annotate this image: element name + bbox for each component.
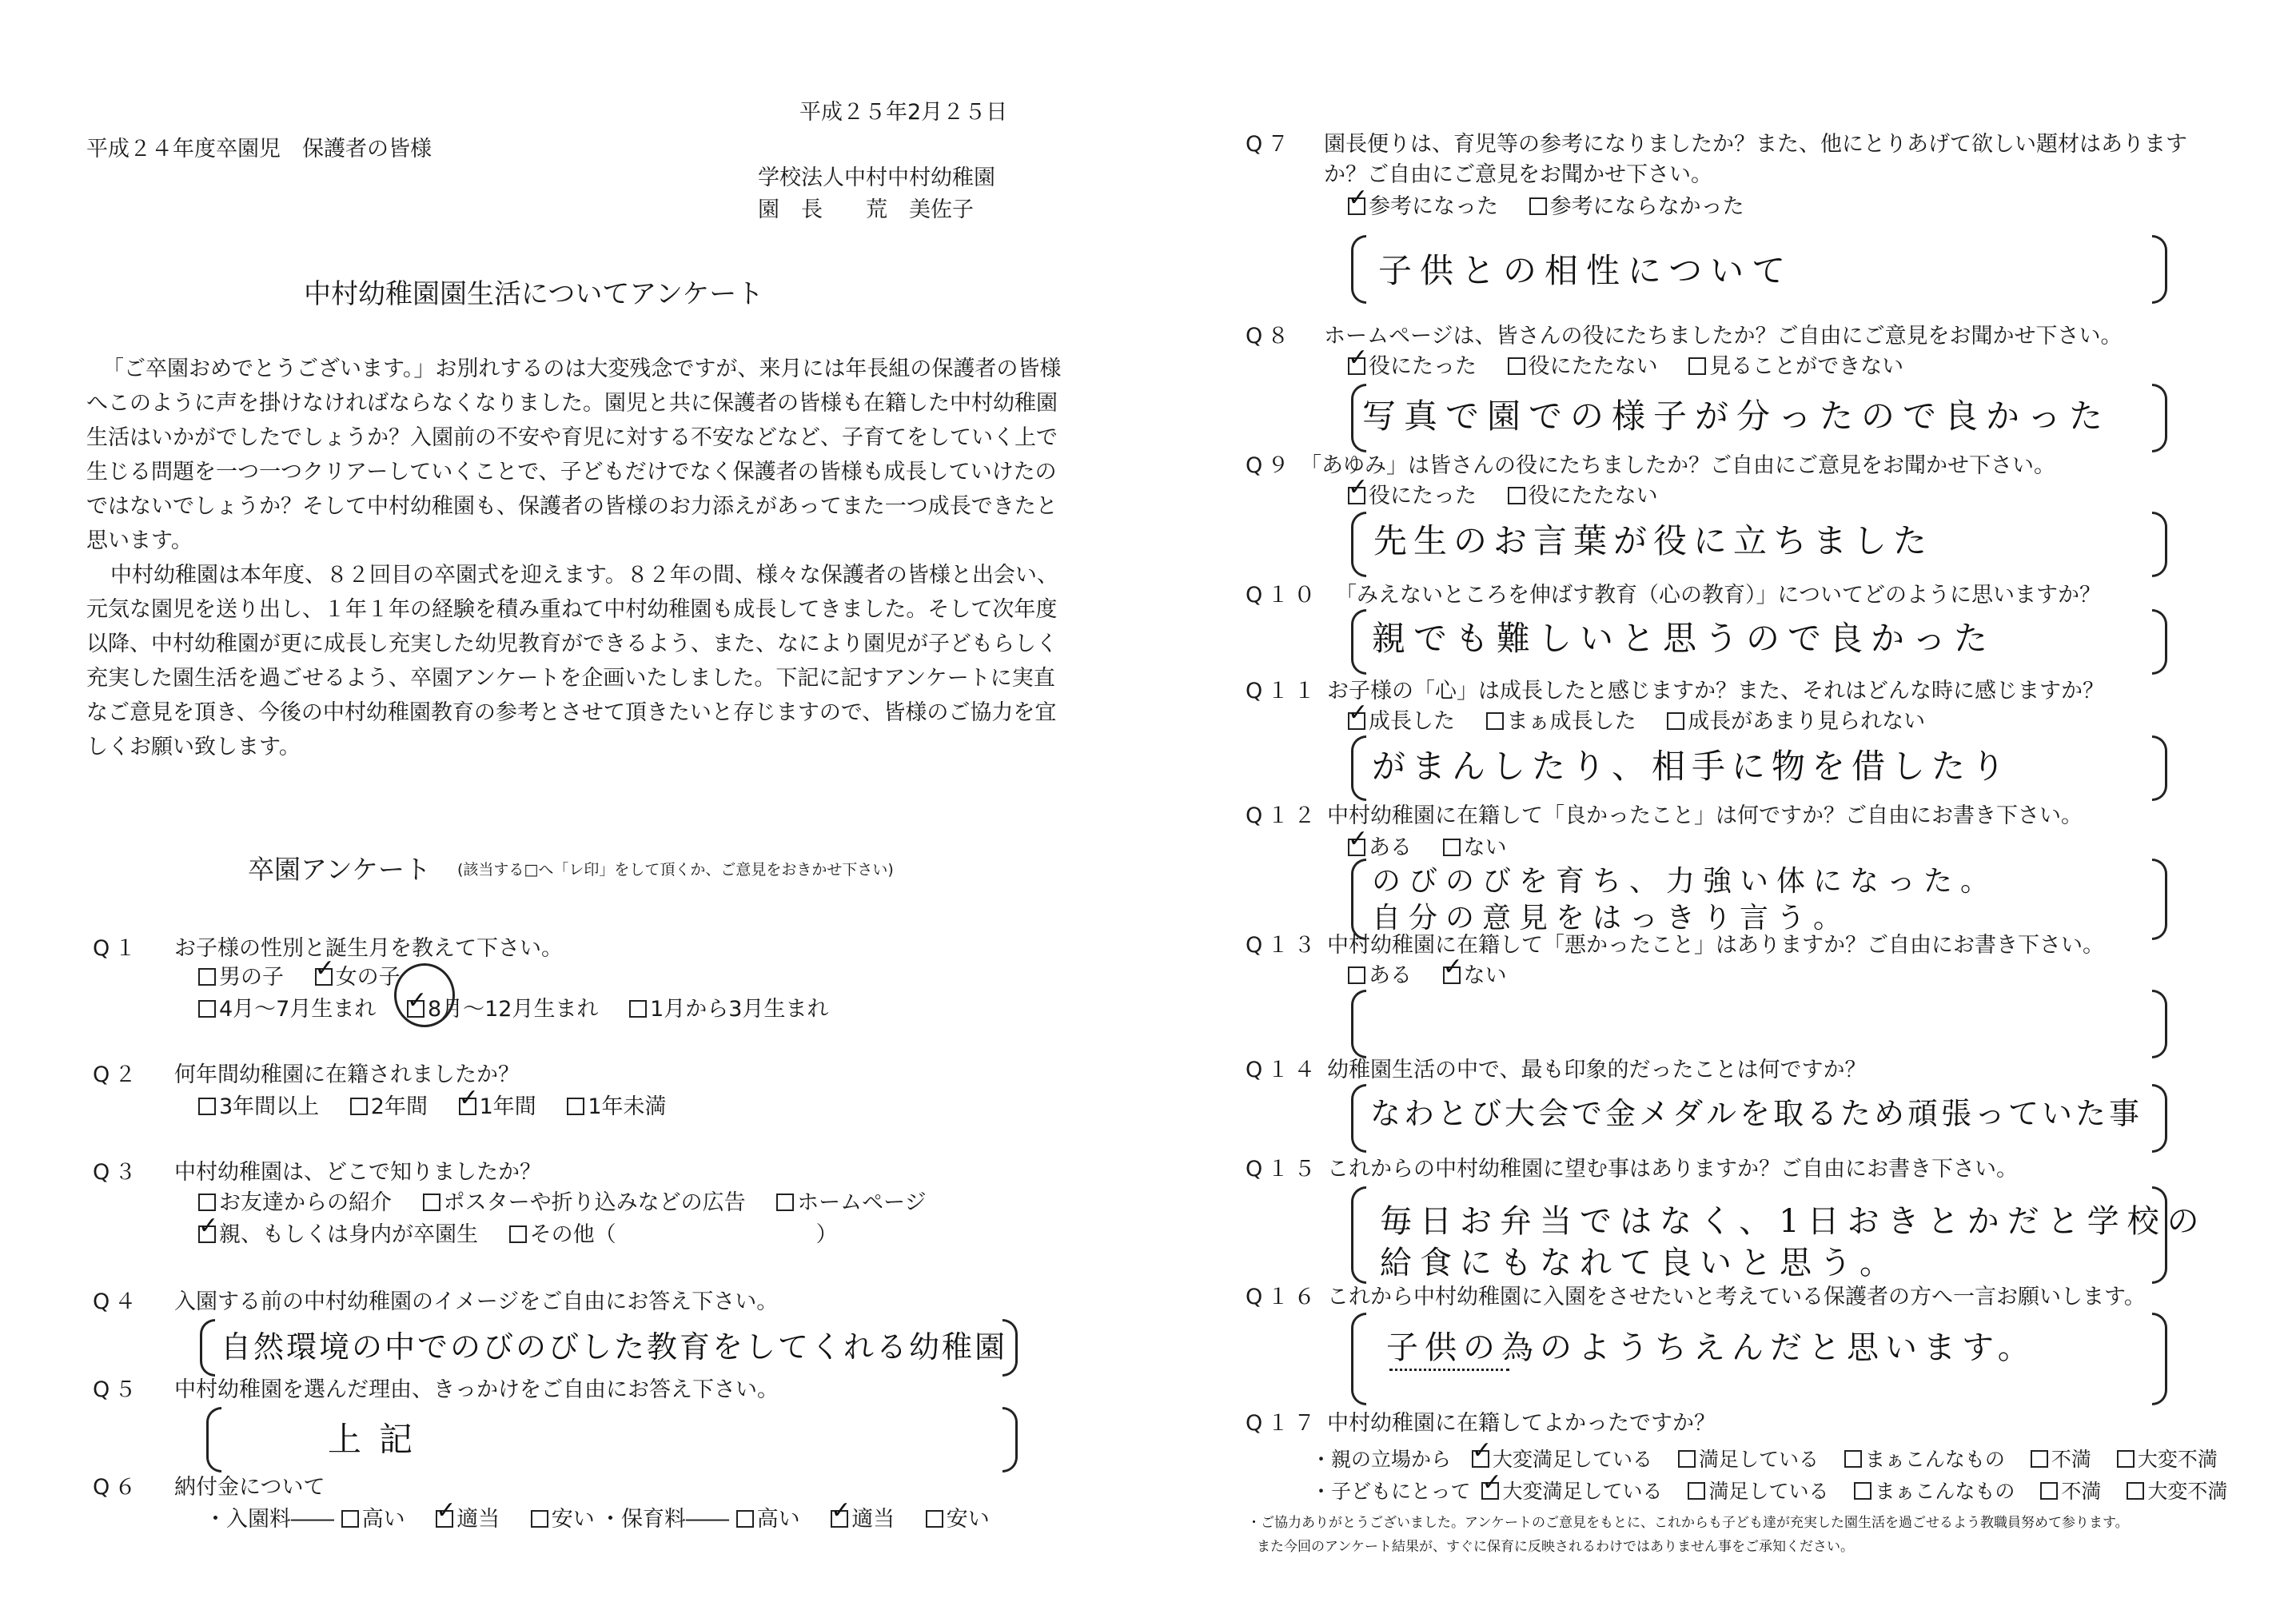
survey-title: 卒園アンケート bbox=[248, 854, 432, 885]
q3-homepage-checkbox[interactable] bbox=[776, 1194, 794, 1211]
q17-child-so-so-checkbox[interactable] bbox=[1854, 1482, 1871, 1500]
q3-alumni-checkbox[interactable] bbox=[198, 1225, 216, 1243]
q6-entrance-high-checkbox[interactable] bbox=[341, 1510, 359, 1528]
q17-parent-satisfied-checkbox[interactable] bbox=[1678, 1450, 1696, 1468]
q17-child-very-satisfied-label: 大変満足している bbox=[1502, 1480, 1663, 1503]
q13-answer-area[interactable] bbox=[1372, 993, 2139, 1050]
q8-not-helpful-label: 役にたたない bbox=[1528, 354, 1658, 379]
q16-handwritten-answer[interactable]: 子供の為のようちえんだと思います。 bbox=[1386, 1329, 2036, 1366]
q16-bracket-right bbox=[2152, 1313, 2167, 1405]
q16-text: これから中村幼稚園に入園をさせたいと考えている保護者の方へ一言お願いします。 bbox=[1327, 1285, 2146, 1309]
q3-options-row1 bbox=[198, 1190, 951, 1217]
underline-mark bbox=[1389, 1362, 1509, 1371]
q7-not-helpful-checkbox[interactable] bbox=[1529, 197, 1547, 215]
q2-2years-label: 2年間 bbox=[370, 1094, 428, 1119]
q13-text: 中村幼稚園に在籍して「悪かったこと」はありますか？ご自由にお書き下さい。 bbox=[1327, 933, 2104, 958]
q12-text: 中村幼稚園に在籍して「良かったこと」は何ですか？ご自由にお書き下さい。 bbox=[1327, 803, 2083, 828]
q11-somewhat-label: まぁ成長した bbox=[1506, 709, 1636, 734]
intro-paragraph-2: 中村幼稚園は本年度、８２回目の卒園式を迎えます。８２年の間、様々な保護者の皆様と出会い、元気な園児を送り出し、１年１年の経験を積み重ねて中村幼稚園も成長してきました。そして次年度以降、中村幼稚園が更に成長し充実した幼児教育ができるよう、また、なにより園児が子どもらしく充実した園生活を過ごせるよう、卒園アンケートを企画いたしました。下記に記すアンケートに実直なご意見を頂き、今後の中村幼稚園教育の参考とさせて頂きたいと存じますので、皆様のご協力を宜しくお願い致します。 bbox=[86, 563, 1058, 759]
q2-text: 何年間幼稚園に在籍されましたか？ bbox=[174, 1062, 520, 1087]
q1-female-checkbox[interactable] bbox=[315, 968, 333, 986]
q7-text-line1: 園長便りは、育児等の参考になりましたか？また、他にとりあげて欲しい題材はあります bbox=[1324, 132, 2187, 157]
principal: 園 長 荒 美佐子 bbox=[758, 197, 974, 222]
q8-number: Q８ bbox=[1246, 324, 1294, 349]
q17-parent-so-so-label: まぁこんなもの bbox=[1864, 1448, 2005, 1471]
q10-number: Q１０ bbox=[1246, 583, 1321, 608]
footer-note-line1: ・ご協力ありがとうございました。アンケートのご意見をもとに、これからも子ども達が充実した園生活を過ごせるよう教職員努めて参ります。 bbox=[1247, 1515, 2129, 1531]
q2-2years-checkbox[interactable] bbox=[350, 1098, 368, 1115]
q11-not-much-label: 成長があまり見られない bbox=[1688, 709, 1926, 734]
q3-homepage-label: ホームページ bbox=[797, 1190, 927, 1215]
q14-number: Q１４ bbox=[1246, 1058, 1321, 1082]
q17-child-very-satisfied-checkbox[interactable] bbox=[1481, 1482, 1499, 1500]
q17-parent-so-so-checkbox[interactable] bbox=[1844, 1450, 1862, 1468]
q14-text: 幼稚園生活の中で、最も印象的だったことは何ですか？ bbox=[1327, 1058, 1867, 1082]
q7-number: Q７ bbox=[1246, 132, 1294, 157]
q8-cannot-view-checkbox[interactable] bbox=[1688, 357, 1706, 375]
q3-friend-checkbox[interactable] bbox=[198, 1194, 216, 1211]
q2-number: Q２ bbox=[93, 1062, 142, 1087]
q12-yes-checkbox[interactable] bbox=[1348, 839, 1365, 856]
q3-options-row2 bbox=[198, 1221, 838, 1249]
q12-bracket-left bbox=[1351, 859, 1366, 940]
q13-yes-checkbox[interactable] bbox=[1348, 966, 1365, 984]
q2-3years-checkbox[interactable] bbox=[198, 1098, 216, 1115]
q1-text: お子様の性別と誕生月を教えて下さい。 bbox=[174, 936, 563, 961]
q17-child-dissatisfied-label: 不満 bbox=[2061, 1480, 2102, 1503]
q9-bracket-right bbox=[2152, 512, 2167, 577]
q17-parent-very-dissatisfied-label: 大変不満 bbox=[2137, 1448, 2218, 1471]
page-title: 中村幼稚園園生活についてアンケート bbox=[304, 278, 764, 310]
q1-female-label: 女の子 bbox=[335, 965, 401, 990]
q8-bracket-right bbox=[2152, 384, 2167, 452]
q17-parent-satisfied-label: 満足している bbox=[1698, 1448, 1819, 1471]
q11-not-much-checkbox[interactable] bbox=[1667, 712, 1684, 730]
q15-handwritten-answer-line1[interactable]: 毎日お弁当ではなく、1日おきとかだと学校の bbox=[1380, 1203, 2207, 1240]
q8-helpful-checkbox[interactable] bbox=[1348, 357, 1365, 375]
q6-tuition-fair-checkbox[interactable] bbox=[831, 1510, 848, 1528]
q6-tuition-low-checkbox[interactable] bbox=[926, 1510, 943, 1528]
q6-entrance-high-label: 高い bbox=[361, 1507, 405, 1532]
q5-bracket-left bbox=[206, 1407, 221, 1473]
q13-yes-label: ある bbox=[1369, 963, 1412, 988]
q3-other-checkbox[interactable] bbox=[509, 1225, 527, 1243]
q11-text: お子様の「心」は成長したと感じますか？また、それはどんな時に感じますか？ bbox=[1327, 679, 2104, 703]
q14-bracket-left bbox=[1351, 1084, 1366, 1153]
q4-bracket-left bbox=[200, 1319, 215, 1377]
q7-helpful-label: 参考になった bbox=[1369, 194, 1498, 219]
q2-under1-label: 1年未満 bbox=[588, 1094, 667, 1119]
q17-child-very-dissatisfied-checkbox[interactable] bbox=[2127, 1482, 2144, 1500]
q7-text-line2: か？ご自由にご意見をお聞かせ下さい。 bbox=[1324, 162, 1712, 187]
q17-parent-very-satisfied-label: 大変満足している bbox=[1492, 1448, 1652, 1471]
q9-number: Q９ bbox=[1246, 453, 1294, 478]
q11-handwritten-answer[interactable]: がまんしたり、相手に物を借したり bbox=[1372, 747, 2012, 786]
q11-bracket-left bbox=[1351, 735, 1366, 801]
q12-yes-label: ある bbox=[1369, 835, 1412, 860]
q1-options-row1 bbox=[198, 964, 425, 991]
q5-number: Q５ bbox=[93, 1377, 142, 1402]
q6-entrance-low-label: 安い bbox=[551, 1507, 595, 1532]
q3-number: Q３ bbox=[93, 1160, 142, 1185]
q11-number: Q１１ bbox=[1246, 679, 1321, 703]
q16-number: Q１６ bbox=[1246, 1285, 1321, 1309]
q5-text: 中村幼稚園を選んだ理由、きっかけをご自由にお答え下さい。 bbox=[174, 1377, 779, 1402]
q9-helpful-label: 役にたった bbox=[1369, 484, 1477, 508]
q7-bracket-right bbox=[2152, 235, 2167, 304]
q17-parent-label: ・親の立場から bbox=[1311, 1448, 1452, 1471]
q15-number: Q１５ bbox=[1246, 1157, 1321, 1182]
q17-parent-very-dissatisfied-checkbox[interactable] bbox=[2117, 1450, 2135, 1468]
q6-entrance-fair-label: 適当 bbox=[456, 1507, 500, 1532]
q7-bracket-left bbox=[1351, 235, 1366, 304]
q14-bracket-right bbox=[2152, 1084, 2167, 1153]
q8-options bbox=[1348, 353, 1927, 381]
q3-alumni-label: 親、もしくは身内が卒園生 bbox=[219, 1222, 478, 1247]
q1-options-row2 bbox=[198, 996, 852, 1023]
q8-text: ホームページは、皆さんの役にたちましたか？ご自由にご意見をお聞かせ下さい。 bbox=[1324, 324, 2123, 349]
q6-tuition-label: ・保育料―― bbox=[600, 1507, 729, 1532]
q10-bracket-right bbox=[2152, 609, 2167, 675]
q15-bracket-left bbox=[1351, 1186, 1366, 1284]
q10-bracket-left bbox=[1351, 609, 1366, 675]
q1-jan-mar-checkbox[interactable] bbox=[629, 1000, 647, 1018]
q6-tuition-high-label: 高い bbox=[756, 1507, 800, 1532]
q4-number: Q４ bbox=[93, 1289, 142, 1314]
q1-number: Q１ bbox=[93, 936, 142, 961]
q1-aug-dec-label: 8月～12月生まれ bbox=[427, 997, 599, 1022]
q4-text: 入園する前の中村幼稚園のイメージをご自由にお答え下さい。 bbox=[174, 1289, 779, 1314]
q1-apr-jul-label: 4月～7月生まれ bbox=[219, 997, 377, 1022]
q9-handwritten-answer[interactable]: 先生のお言葉が役に立ちました bbox=[1373, 521, 1934, 560]
q11-grew-label: 成長した bbox=[1369, 709, 1455, 734]
q12-no-label: ない bbox=[1463, 835, 1507, 860]
q7-options bbox=[1348, 193, 1768, 221]
q7-helpful-checkbox[interactable] bbox=[1348, 197, 1365, 215]
intro-paragraph-1: 「ご卒園おめでとうございます。」お別れするのは大変残念ですが、来月には年長組の保護者の皆様へこのように声を掛けなければならなくなりました。園児と共に保護者の皆様も在籍した中村幼稚園生活はいかがでしたでしょうか？入園前の不安や育児に対する不安などなど、子育てをしていく上で生じる問題を一つ一つクリアーしていくことで、子どもだけでなく保護者の皆様も成長していけたのではないでしょうか？そして中村幼稚園も、保護者の皆様のお力添えがあってまた一つ成長できたと思います。 bbox=[86, 357, 1062, 553]
q17-child-label: ・子どもにとって bbox=[1311, 1480, 1471, 1503]
q7-handwritten-answer[interactable]: 子供との相性について bbox=[1378, 251, 1794, 290]
q8-cannot-view-label: 見ることができない bbox=[1709, 354, 1904, 379]
q17-child-dissatisfied-checkbox[interactable] bbox=[2040, 1482, 2058, 1500]
q17-parent-dissatisfied-label: 不満 bbox=[2051, 1448, 2091, 1471]
q7-not-helpful-label: 参考にならなかった bbox=[1549, 194, 1744, 219]
q2-under1-checkbox[interactable] bbox=[567, 1098, 584, 1115]
q2-options bbox=[198, 1094, 691, 1121]
q6-entrance-fee-row bbox=[205, 1506, 619, 1533]
q12-options bbox=[1348, 835, 1531, 862]
q1-jan-mar-label: 1月から3月生まれ bbox=[650, 997, 829, 1022]
q1-apr-jul-checkbox[interactable] bbox=[198, 1000, 216, 1018]
q6-entrance-label: ・入園料―― bbox=[205, 1507, 334, 1532]
q17-child-satisfied-checkbox[interactable] bbox=[1688, 1482, 1705, 1500]
q1-male-label: 男の子 bbox=[219, 965, 284, 990]
q3-other-close: ） bbox=[815, 1222, 838, 1247]
q9-options bbox=[1348, 483, 1682, 510]
q13-no-checkbox[interactable] bbox=[1443, 966, 1461, 984]
q9-not-helpful-label: 役にたたない bbox=[1528, 484, 1658, 508]
q11-grew-checkbox[interactable] bbox=[1348, 712, 1365, 730]
q17-number: Q１７ bbox=[1246, 1411, 1321, 1436]
q17-text: 中村幼稚園に在籍してよかったですか？ bbox=[1327, 1411, 1716, 1436]
q17-child-row bbox=[1311, 1476, 2227, 1504]
q11-somewhat-checkbox[interactable] bbox=[1486, 712, 1504, 730]
q17-parent-row bbox=[1311, 1444, 2218, 1473]
q9-helpful-checkbox[interactable] bbox=[1348, 487, 1365, 504]
q1-male-checkbox[interactable] bbox=[198, 968, 216, 986]
q3-ad-checkbox[interactable] bbox=[423, 1194, 440, 1211]
q6-number: Q６ bbox=[93, 1475, 142, 1500]
q5-handwritten-answer[interactable]: 上記 bbox=[328, 1420, 431, 1459]
q6-text: 納付金について bbox=[174, 1475, 325, 1500]
q10-handwritten-answer[interactable]: 親でも難しいと思うので良かった bbox=[1372, 619, 1996, 658]
q9-text: 「あゆみ」は皆さんの役にたちましたか？ご自由にご意見をお聞かせ下さい。 bbox=[1300, 453, 2055, 478]
q9-not-helpful-checkbox[interactable] bbox=[1508, 487, 1525, 504]
q8-helpful-label: 役にたった bbox=[1369, 354, 1477, 379]
q15-text: これからの中村幼稚園に望む事はありますか？ご自由にお書き下さい。 bbox=[1327, 1157, 2018, 1182]
q6-entrance-fair-checkbox[interactable] bbox=[436, 1510, 453, 1528]
q3-friend-label: お友達からの紹介 bbox=[219, 1190, 392, 1215]
q2-1year-checkbox[interactable] bbox=[459, 1098, 476, 1115]
q2-1year-label: 1年間 bbox=[479, 1094, 536, 1119]
q10-text: 「みえないところを伸ばす教育（心の教育）」についてどのように思いますか？ bbox=[1335, 583, 2101, 608]
q17-parent-very-satisfied-checkbox[interactable] bbox=[1472, 1450, 1489, 1468]
q3-text: 中村幼稚園は、どこで知りましたか？ bbox=[174, 1160, 541, 1185]
q12-number: Q１２ bbox=[1246, 803, 1321, 828]
q14-handwritten-answer[interactable]: なわとび大会で金メダルを取るため頑張っていた事 bbox=[1370, 1096, 2143, 1131]
q16-bracket-left bbox=[1351, 1313, 1366, 1405]
q3-other-label: その他（ bbox=[529, 1222, 616, 1247]
footer-note-line2: また今回のアンケート結果が、すぐに保育に反映されるわけではありません事をご承知ください。 bbox=[1257, 1539, 1854, 1555]
q6-tuition-low-label: 安い bbox=[946, 1507, 990, 1532]
q17-child-very-dissatisfied-label: 大変不満 bbox=[2147, 1480, 2228, 1503]
q5-bracket-right bbox=[1003, 1407, 1018, 1473]
q4-handwritten-answer[interactable]: 自然環境の中でのびのびした教育をしてくれる幼稚園 bbox=[221, 1329, 1008, 1365]
q3-ad-label: ポスターや折り込みなどの広告 bbox=[443, 1190, 746, 1215]
q8-handwritten-answer[interactable]: 写真で園での様子が分ったので良かった bbox=[1362, 397, 2111, 436]
q13-bracket-left bbox=[1351, 990, 1366, 1058]
q17-child-satisfied-label: 満足している bbox=[1708, 1480, 1829, 1503]
q15-handwritten-answer-line2[interactable]: 給食にもなれて良いと思う。 bbox=[1380, 1245, 1899, 1281]
q12-no-checkbox[interactable] bbox=[1443, 839, 1461, 856]
addressee: 平成２４年度卒園児 保護者の皆様 bbox=[86, 137, 432, 161]
circle-mark bbox=[394, 963, 455, 1027]
organization: 学校法人中村中村幼稚園 bbox=[758, 165, 995, 190]
q6-tuition-fair-label: 適当 bbox=[851, 1507, 895, 1532]
q13-number: Q１３ bbox=[1246, 933, 1321, 958]
q13-bracket-right bbox=[2152, 990, 2167, 1058]
q6-entrance-low-checkbox[interactable] bbox=[531, 1510, 548, 1528]
q12-bracket-right bbox=[2152, 859, 2167, 940]
survey-note: (該当する□へ「レ印」をして頂くか、ご意見をおきかせ下さい) bbox=[457, 861, 894, 879]
q13-no-label: ない bbox=[1463, 963, 1507, 988]
q11-options bbox=[1348, 708, 1949, 735]
q8-not-helpful-checkbox[interactable] bbox=[1508, 357, 1525, 375]
q6-tuition-row bbox=[600, 1506, 1014, 1533]
issue-date: 平成２５年2月２５日 bbox=[799, 100, 1008, 125]
q17-child-so-so-label: まぁこんなもの bbox=[1875, 1480, 2015, 1503]
q12-handwritten-answer-line1[interactable]: のびのびを育ち、力強い体になった。 bbox=[1372, 865, 1998, 898]
q6-tuition-high-checkbox[interactable] bbox=[736, 1510, 754, 1528]
q2-3years-label: 3年間以上 bbox=[219, 1094, 320, 1119]
q12-handwritten-answer-line2[interactable]: 自分の意見をはっきり言う。 bbox=[1372, 902, 1851, 935]
q13-options bbox=[1348, 962, 1531, 990]
q11-bracket-right bbox=[2152, 735, 2167, 801]
q9-bracket-left bbox=[1351, 512, 1366, 577]
q17-parent-dissatisfied-checkbox[interactable] bbox=[2031, 1450, 2048, 1468]
